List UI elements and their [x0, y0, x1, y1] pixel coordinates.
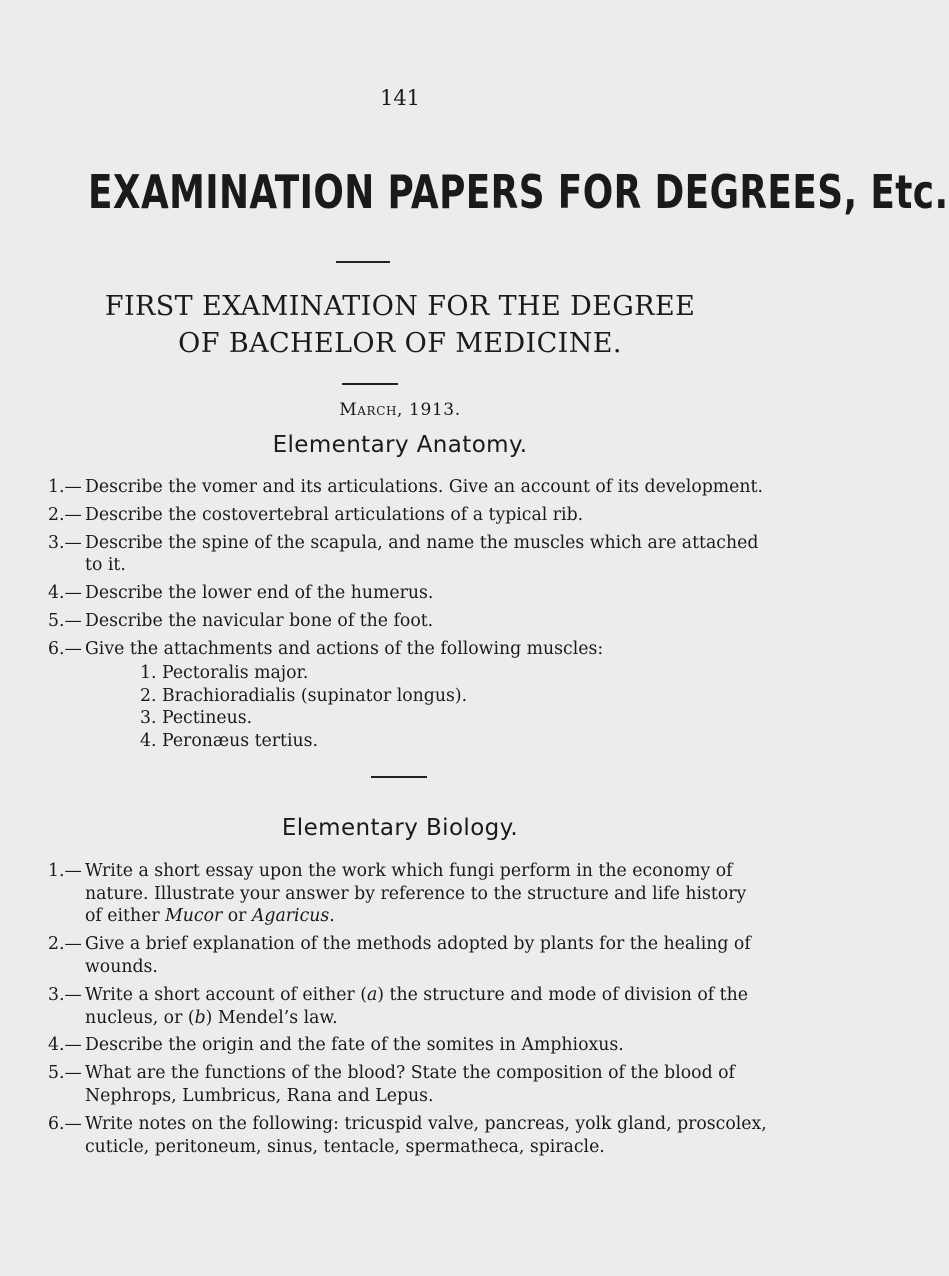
sublist-item: 1. Pectoralis major.: [140, 662, 309, 683]
italic-term: b: [194, 1007, 206, 1028]
question-item: [48, 638, 768, 753]
sublist-item: 3. Pectineus.: [140, 708, 253, 729]
question-item: [48, 1062, 768, 1107]
question-item: [48, 1113, 768, 1158]
exam-title-line-1: FIRST EXAMINATION FOR THE DEGREE: [104, 291, 696, 322]
question-number: 5.—: [48, 611, 82, 632]
divider-rule: [342, 383, 398, 385]
question-text: Write a short essay upon the work which fungi perform in the economy of nature. Illustrate your answer by reference to the structure and life history of either: [85, 861, 747, 927]
question-text: Write a short account of either (: [85, 984, 367, 1005]
question-text: Describe the navicular bone of the foot.: [85, 611, 434, 632]
question-item: [48, 532, 768, 577]
sublist-item: 2. Brachioradialis (supinator longus).: [140, 685, 468, 706]
header-title: EXAMINATION PAPERS FOR DEGREES, Etc.: [88, 165, 949, 219]
question-text: Give a brief explanation of the methods adopted by plants for the healing of wounds.: [85, 934, 751, 977]
italic-term: a: [366, 984, 378, 1005]
question-number: 6.—: [48, 639, 82, 660]
question-item: [48, 984, 768, 1029]
question-number: 2.—: [48, 504, 82, 525]
question-text: Describe the spine of the scapula, and name the muscles which are attached to it.: [85, 532, 759, 576]
question-number: 4.—: [48, 1035, 82, 1056]
question-number: 3.—: [48, 984, 82, 1005]
italic-term: Mucor: [165, 906, 223, 927]
question-text: .: [329, 906, 335, 927]
question-list-biology: [48, 860, 768, 1164]
question-number: 3.—: [48, 532, 82, 553]
question-item: [48, 860, 768, 928]
question-number: 1.—: [48, 477, 82, 497]
question-number: 5.—: [48, 1063, 82, 1084]
question-text: Give the attachments and actions of the following muscles:: [85, 639, 604, 660]
question-number: 4.—: [48, 583, 82, 604]
question-item: [48, 1034, 768, 1057]
muscle-sublist: [85, 662, 768, 753]
question-text: Describe the lower end of the humerus.: [85, 583, 434, 604]
page-number: 141: [379, 86, 421, 110]
question-text: Describe the origin and the fate of the somites in Amphioxus.: [85, 1035, 624, 1056]
sublist-item: 4. Peronæus tertius.: [140, 730, 318, 751]
question-text: What are the functions of the blood? State the composition of the blood of Nephrops, Lumbricus, Rana and Lepus.: [85, 1063, 735, 1107]
question-list-anatomy: [48, 476, 768, 758]
exam-title: [0, 288, 800, 362]
question-item: [48, 476, 768, 499]
exam-title-line-2: OF BACHELOR OF MEDICINE.: [178, 328, 622, 359]
section-title-anatomy: Elementary Anatomy.: [272, 432, 528, 458]
question-text: or: [222, 906, 252, 927]
question-number: 6.—: [48, 1113, 82, 1134]
divider-rule: [371, 776, 427, 778]
question-text: Describe the vomer and its articulations. Give an account of its development.: [85, 477, 763, 497]
question-item: [48, 504, 768, 527]
exam-date: March, 1913.: [339, 400, 461, 420]
question-text: ) Mendel’s law.: [205, 1007, 338, 1028]
italic-term: Agaricus: [251, 906, 330, 927]
section-title-biology: Elementary Biology.: [281, 815, 519, 841]
question-number: 2.—: [48, 934, 82, 955]
question-number: 1.—: [48, 861, 82, 881]
question-text: Write notes on the following: tricuspid valve, pancreas, yolk gland, proscolex, cuticle, peritoneum, sinus, tentacle, spermatheca, spiracle.: [85, 1113, 767, 1157]
question-item: [48, 933, 768, 978]
question-item: [48, 582, 768, 605]
question-text: ) the structure and mode of division of the nucleus, or (: [85, 984, 748, 1028]
question-item: [48, 610, 768, 633]
divider-rule: [336, 261, 390, 263]
question-text: Describe the costovertebral articulations of a typical rib.: [85, 504, 584, 525]
